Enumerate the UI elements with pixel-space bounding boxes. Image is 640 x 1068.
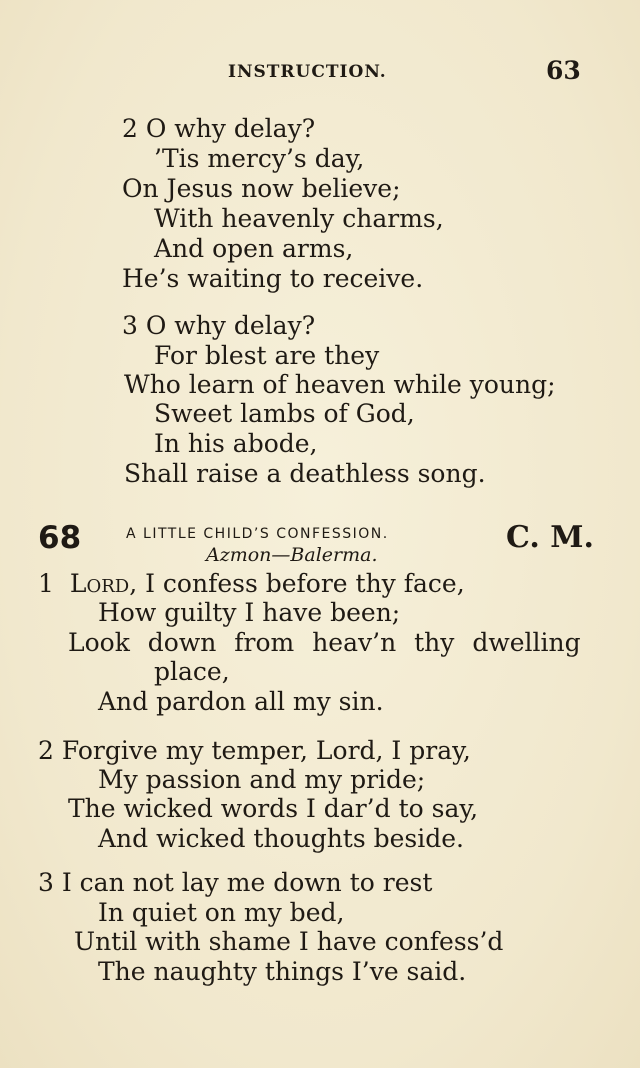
hymn-meter: C. M. [506,520,594,555]
line-text: , I confess before thy face, [129,569,465,598]
verse-line: And pardon all my sin. [98,687,384,716]
verse-line: The wicked words I dar’d to say, [68,794,479,823]
verse-line: On Jesus now believe; [122,174,401,203]
verse-line: My passion and my pride; [98,765,426,794]
page-header [0,56,640,88]
verse-line: Look down from heav’n thy dwelling [68,628,581,657]
hymn-number: 68 [38,520,82,556]
verse-line: 3 I can not lay me down to rest [38,868,433,897]
verse-line: He’s waiting to receive. [122,264,424,293]
first-word: Lord [69,569,130,598]
verse-line: place, [154,657,230,686]
verse-line: 2 O why delay? [122,114,316,143]
stanza-number: 1 [38,569,54,598]
verse-line: And open arms, [154,234,354,263]
verse-line: How guilty I have been; [98,598,401,627]
verse-line: 2 Forgive my temper, Lord, I pray, [38,736,471,765]
verse-line: And wicked thoughts beside. [98,824,464,853]
verse-line: Until with shame I have confess’d [74,927,504,956]
verse-line: 3 O why delay? [122,311,316,340]
verse-line: ’Tis mercy’s day, [154,144,365,173]
verse-line: Who learn of heaven while young; [124,370,556,399]
hymn-tunes: Azmon—Balerma. [206,544,378,566]
verse-line: Sweet lambs of God, [154,399,415,428]
verse-line [38,569,465,599]
hymn-title: A LITTLE CHILD’S CONFESSION. [126,526,389,542]
page-number: 63 [546,56,581,85]
verse-line: In quiet on my bed, [98,898,345,927]
verse-line: For blest are they [154,341,380,370]
verse-line: The naughty things I’ve said. [98,957,467,986]
verse-line: Shall raise a deathless song. [124,459,486,488]
verse-line: In his abode, [154,429,318,458]
verse-line: With heavenly charms, [154,204,444,233]
running-head: INSTRUCTION. [228,62,387,82]
